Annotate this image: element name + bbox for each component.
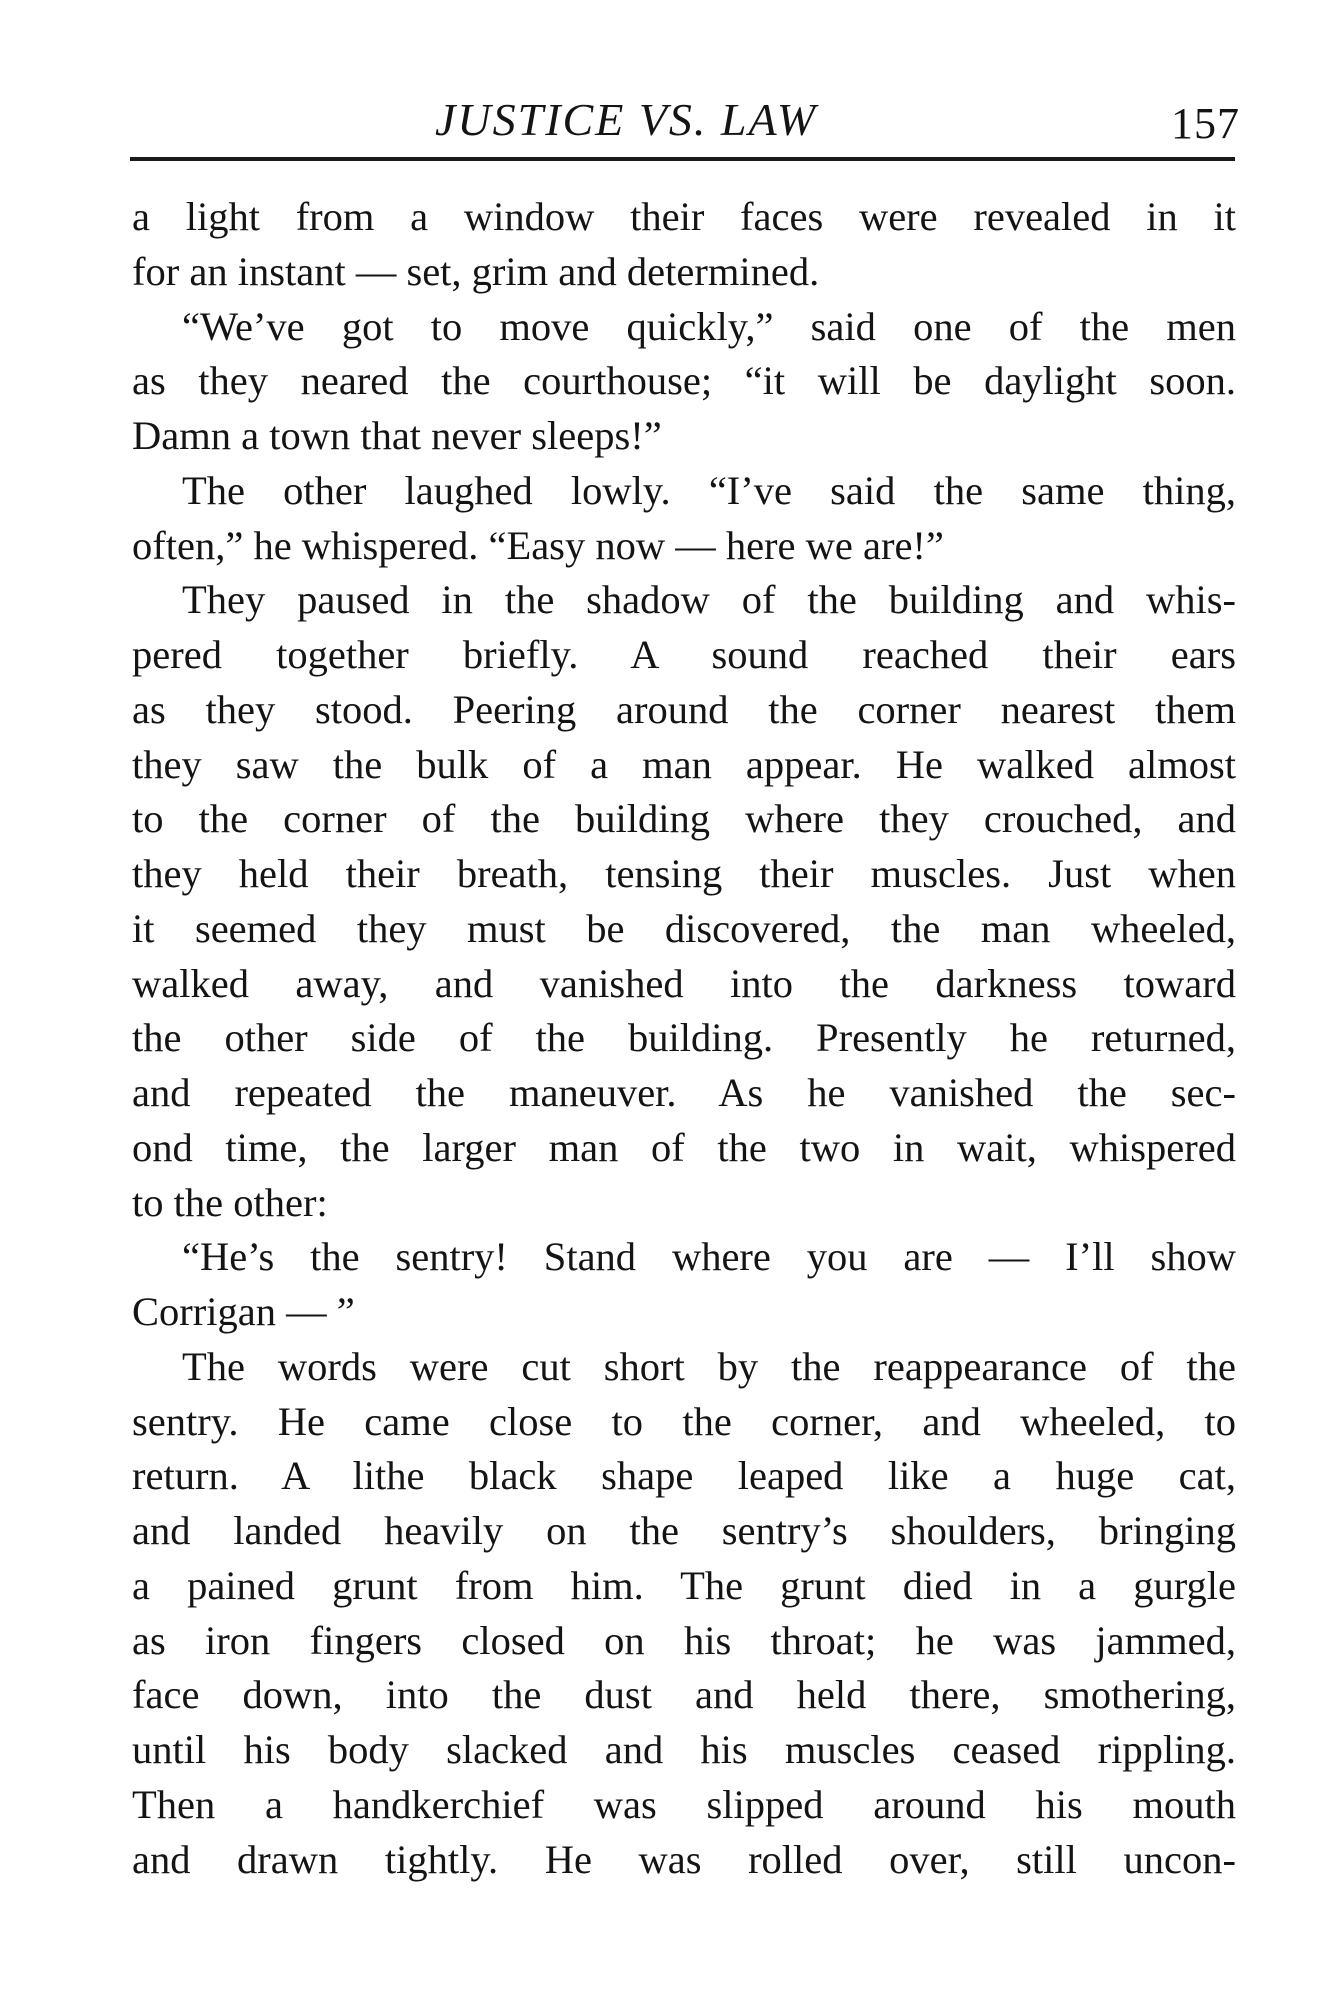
text-line: ond time, the larger man of the two in wait, whispered	[132, 1124, 1236, 1170]
text-line: The other laughed lowly. “I’ve said the same thing,	[182, 467, 1236, 513]
text-line: a light from a window their faces were revealed in it	[132, 194, 1236, 239]
text-line: to the other:	[132, 1179, 328, 1225]
text-line: Then a handkerchief was slipped around his mouth	[132, 1781, 1236, 1827]
text-line: The words were cut short by the reappearance of the	[182, 1343, 1236, 1389]
text-line: the other side of the building. Presently he returned,	[132, 1015, 1236, 1061]
text-line: pered together briefly. A sound reached their ears	[132, 632, 1236, 677]
text-line: “He’s the sentry! Stand where you are — I’ll show	[182, 1234, 1236, 1280]
text-line: They paused in the shadow of the building and whis-	[182, 577, 1236, 623]
text-line: until his body slacked and his muscles ceased rippling.	[132, 1727, 1236, 1772]
text-line: they saw the bulk of a man appear. He walked almost	[132, 741, 1236, 787]
text-line: they held their breath, tensing their muscles. Just when	[132, 851, 1236, 896]
text-line: as iron fingers closed on his throat; he was jammed,	[132, 1617, 1236, 1663]
header-rule	[130, 157, 1235, 161]
body-text	[132, 190, 1236, 1910]
text-line: to the corner of the building where they crouched, and	[132, 796, 1236, 842]
text-line: walked away, and vanished into the darkness toward	[132, 960, 1236, 1006]
text-line: a pained grunt from him. The grunt died in a gurgle	[132, 1562, 1236, 1608]
text-line: it seemed they must be discovered, the man wheeled,	[132, 905, 1236, 951]
text-line: as they neared the courthouse; “it will be daylight soon.	[132, 358, 1236, 404]
text-line: and landed heavily on the sentry’s shoulders, bringing	[132, 1508, 1236, 1553]
text-line: “We’ve got to move quickly,” said one of the men	[182, 303, 1236, 349]
text-line: and repeated the maneuver. As he vanished the sec-	[132, 1070, 1236, 1115]
text-line: Damn a town that never sleeps!”	[132, 413, 662, 458]
text-line: Corrigan — ”	[132, 1289, 355, 1334]
page-number: 157	[1171, 99, 1240, 148]
text-line: for an instant — set, grim and determined.	[132, 248, 820, 294]
text-line: and drawn tightly. He was rolled over, still uncon-	[132, 1836, 1236, 1882]
text-line: face down, into the dust and held there, smothering,	[132, 1672, 1236, 1718]
running-head	[130, 92, 1240, 152]
text-line: sentry. He came close to the corner, and wheeled, to	[132, 1398, 1236, 1444]
text-line: return. A lithe black shape leaped like a huge cat,	[132, 1453, 1236, 1499]
text-line: often,” he whispered. “Easy now — here we are!”	[132, 522, 944, 568]
running-title: JUSTICE VS. LAW	[435, 94, 818, 145]
text-line: as they stood. Peering around the corner nearest them	[132, 686, 1236, 732]
